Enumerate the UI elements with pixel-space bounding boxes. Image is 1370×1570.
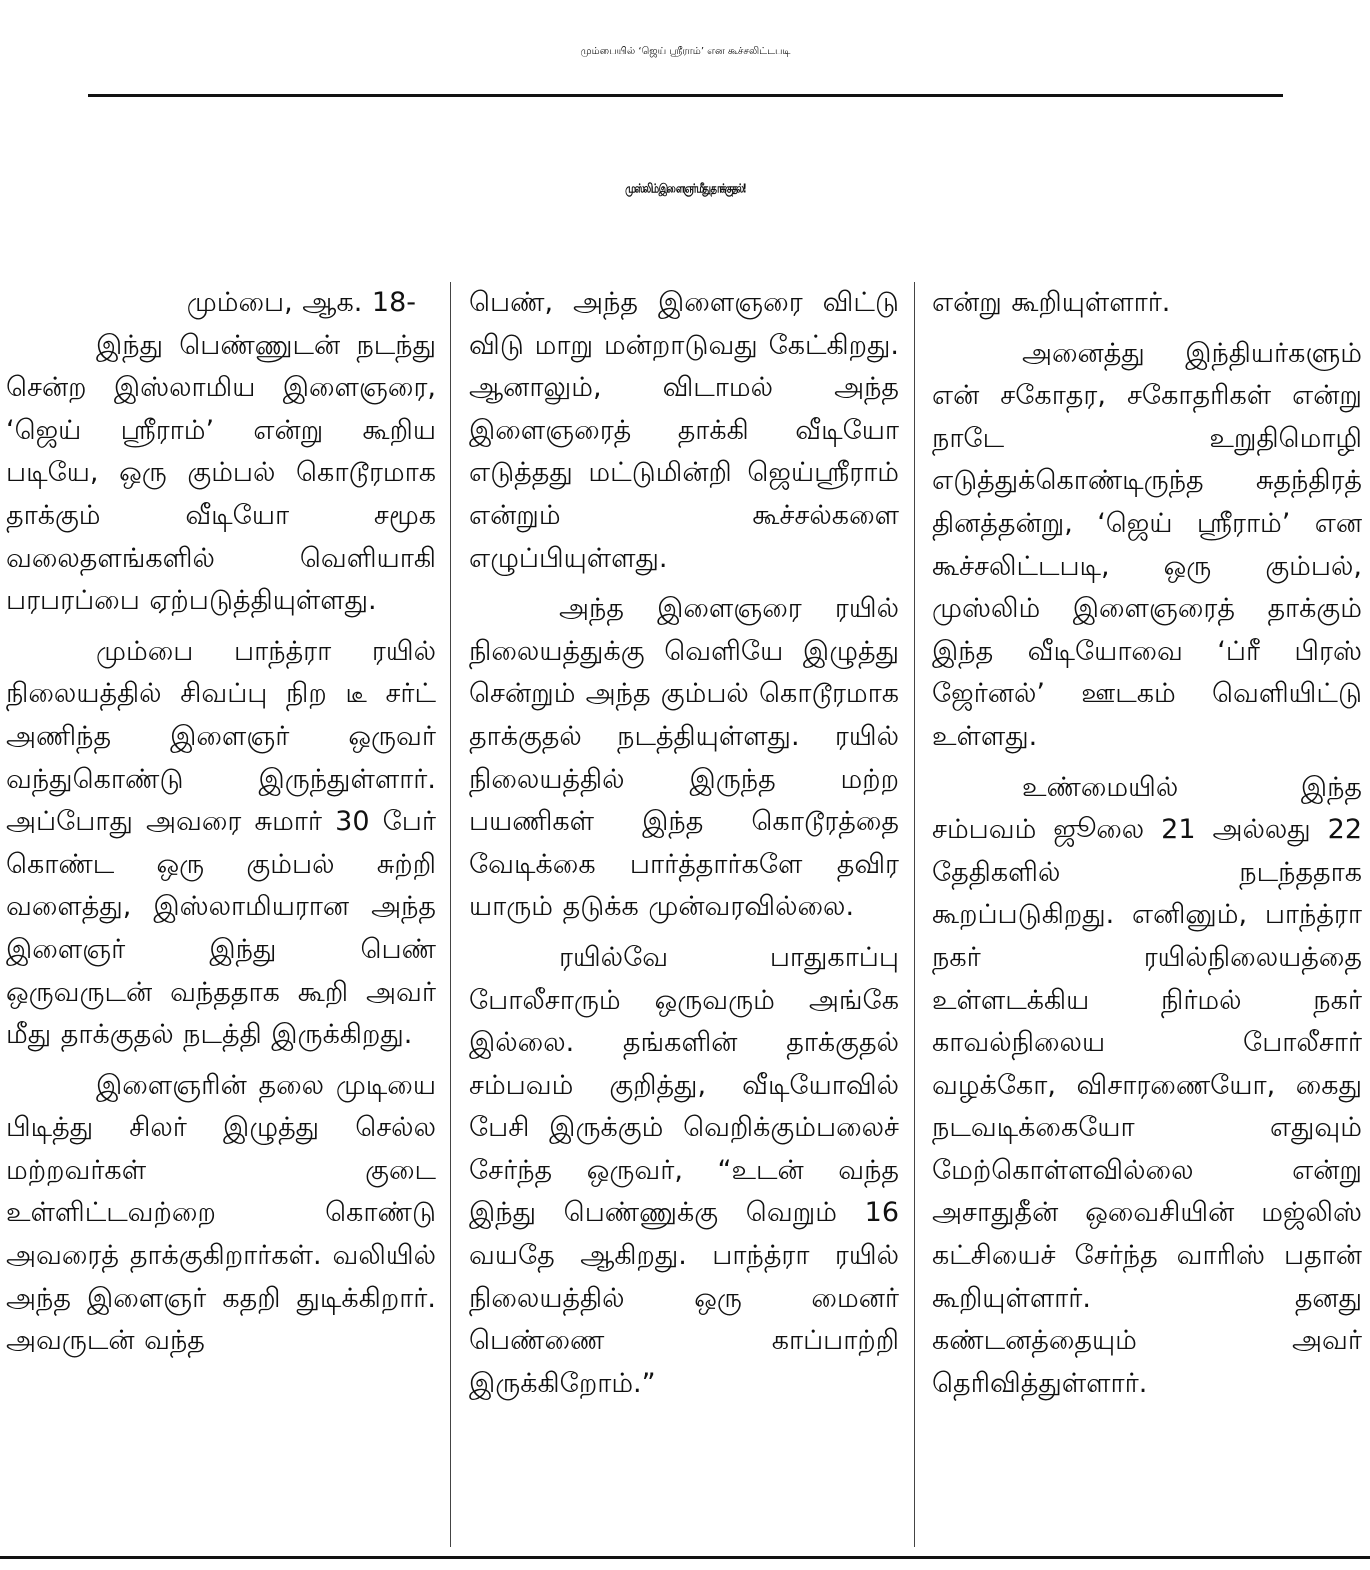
paragraph: உண்மையில் இந்த சம்பவம் ஜூலை 21 அல்லது 22 தேதிகளில் நடந்ததாக கூறப்படுகிறது. எனினும், பாந்த்ரா நகர் ரயில்நிலையத்தை உள்ளடக்கிய நிர்மல் நகர் காவல்நிலைய போலீசார் வழக்கோ, விசாரணையோ, கைது நடவடிக்கையோ எதுவும் மேற்கொள்ளவில்லை என்று அசாதுதீன் ஒவைசியின் மஜ்லிஸ் கட்சியைச் சேர்ந்த வாரிஸ் பதான் கூறியுள்ளார். தனது கண்டனத்தையும் அவர் தெரிவித்துள்ளார். [932, 771, 1362, 1399]
kicker-banner [88, 14, 1283, 97]
paragraph: இந்து பெண்ணுடன் நடந்து சென்ற இஸ்லாமிய இளைஞரை, ‘ஜெய் ஸ்ரீராம்’ என்று கூறிய படியே, ஒரு கும்பல் கொடூரமாக தாக்கும் வீடியோ சமூக வலைதளங்களில் வெளியாகி பரபரப்பை ஏற்படுத்தியுள்ளது. [6, 329, 436, 617]
paragraph: அந்த இளைஞரை ரயில் நிலையத்துக்கு வெளியே இழுத்து சென்றும் அந்த கும்பல் கொடூரமாக தாக்குதல் நடத்தியுள்ளது. ரயில் நிலையத்தில் இருந்த மற்ற பயணிகள் இந்த கொடூரத்தை வேடிக்கை பார்த்தார்களே தவிர யாரும் தடுக்க முன்வரவில்லை. [469, 593, 899, 923]
dateline: மும்பை, ஆக. 18- [186, 287, 416, 318]
paragraph: மும்பை பாந்த்ரா ரயில் நிலையத்தில் சிவப்பு நிற டீ சர்ட் அணிந்த இளைஞர் ஒருவர் வந்துகொண்டு இருந்துள்ளார். அப்போது அவரை சுமார் 30 பேர் கொண்ட ஒரு கும்பல் சுற்றி வளைத்து, இஸ்லாமியரான அந்த இளைஞர் இந்து பெண் ஒருவருடன் வந்ததாக கூறி அவர் மீது தாக்குதல் நடத்தி இருக்கிறது. [6, 635, 436, 1051]
headline: முஸ்லிம் இளைஞர் மீது தாக்குதல்! [625, 182, 745, 197]
paragraph: இளைஞரின் தலை முடியை பிடித்து சிலர் இழுத்து செல்ல மற்றவர்கள் குடை உள்ளிட்டவற்றை கொண்டு அவரைத் தாக்குகிறார்கள். வலியில் அந்த இளைஞர் கதறி துடிக்கிறார். அவருடன் வந்த [6, 1069, 436, 1357]
article-body [6, 282, 1364, 1552]
paragraph: ரயில்வே பாதுகாப்பு போலீசாரும் ஒருவரும் அங்கே இல்லை. தங்களின் தாக்குதல் சம்பவம் குறித்து, வீடியோவில் பேசி இருக்கும் வெறிக்கும்பலைச் சேர்ந்த ஒருவர், “உடன் வந்த இந்து பெண்ணுக்கு வெறும் 16 வயதே ஆகிறது. பாந்த்ரா ரயில் நிலையத்தில் ஒரு மைனர் பெண்ணை காப்பாற்றி இருக்கிறோம்.” [469, 941, 899, 1399]
article-column-3 [932, 282, 1362, 1552]
bottom-rule [0, 1556, 1370, 1559]
kicker-text: மும்பையில் ‘ஜெய் ஸ்ரீராம்’ என கூச்சலிட்டபடி [580, 46, 791, 57]
article-column-2 [469, 282, 899, 1552]
paragraph: என்று கூறியுள்ளார். [932, 287, 1171, 318]
article-column-1 [6, 282, 436, 1552]
paragraph: அனைத்து இந்தியர்களும் என் சகோதர, சகோதரிகள் என்று நாடே உறுதிமொழி எடுத்துக்கொண்டிருந்த சுதந்திரத் தினத்தன்று, ‘ஜெய் ஸ்ரீராம்’ என கூச்சலிட்டபடி, ஒரு கும்பல், முஸ்லிம் இளைஞரைத் தாக்கும் இந்த வீடியோவை ‘ப்ரீ பிரஸ் ஜேர்னல்’ ஊடகம் வெளியிட்டு உள்ளது. [932, 337, 1362, 752]
paragraph: பெண், அந்த இளைஞரை விட்டு விடு மாறு மன்றாடுவது கேட்கிறது. ஆனாலும், விடாமல் அந்த இளைஞரைத் தாக்கி வீடியோ எடுத்தது மட்டுமின்றி ஜெய்ஸ்ரீராம் என்றும் கூச்சல்களை எழுப்பியுள்ளது. [469, 287, 899, 574]
